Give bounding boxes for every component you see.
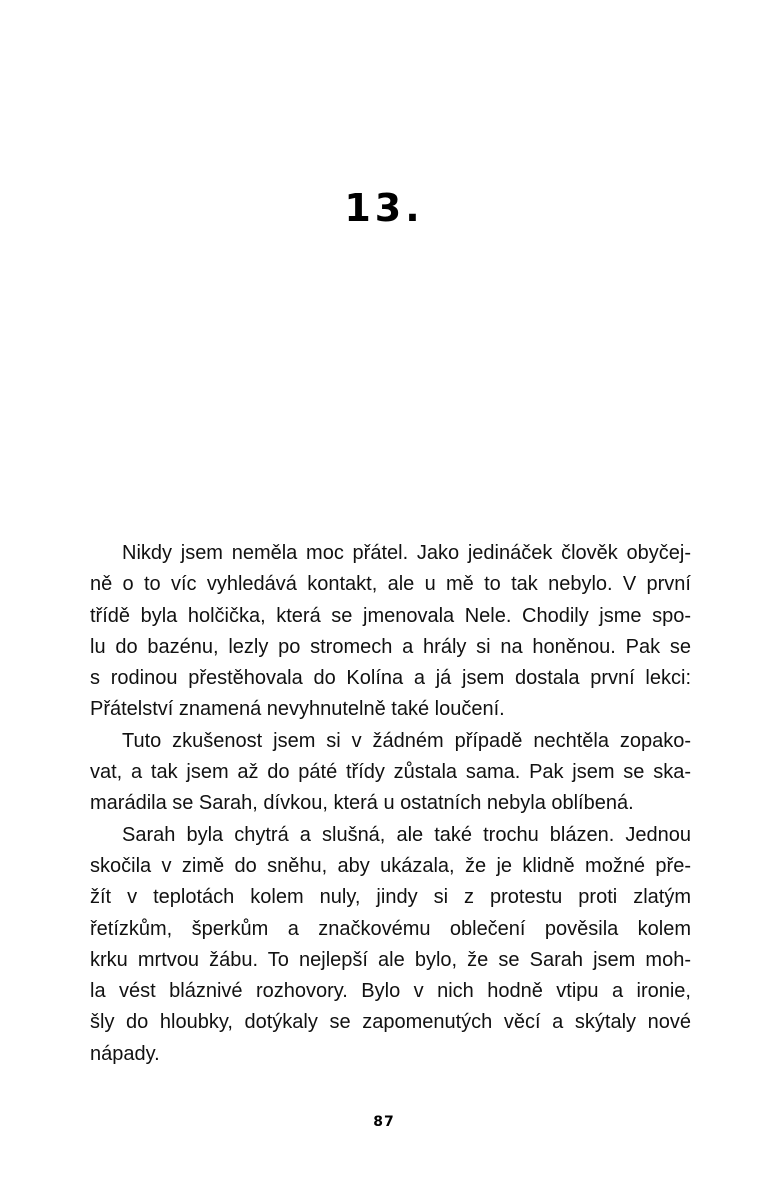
text-line: Nikdy jsem neměla moc přátel. Jako jedináček člověk obyčej- [122,542,691,564]
text-line: Sarah byla chytrá a slušná, ale také trochu blázen. Jednou [122,823,691,846]
text-line: skočila v zimě do sněhu, aby ukázala, že je klidně možné pře- [90,854,691,877]
chapter-body [90,538,691,1070]
paragraph-3 [90,820,691,1070]
paragraph-2 [90,726,691,820]
text-line: třídě byla holčička, která se jmenovala Nele. Chodily jsme spo- [90,604,691,627]
text-line: ně o to víc vyhledává kontakt, ale u mě to tak nebylo. V první [90,573,691,596]
text-line: řetízkům, šperkům a značkovému oblečení pověsila kolem [90,917,691,940]
text-line: žít v teplotách kolem nuly, jindy si z protestu proti zlatým [90,886,691,909]
text-line: vat, a tak jsem až do páté třídy zůstala sama. Pak jsem se ska- [90,761,691,784]
chapter-number: 13. [344,186,424,230]
text-line: marádila se Sarah, dívkou, která u ostatních nebyla oblíbená. [90,792,634,815]
text-line: lu do bazénu, lezly po stromech a hrály si na honěnou. Pak se [90,635,691,658]
text-line: Přátelství znamená nevyhnutelně také loučení. [90,698,505,721]
paragraph-1 [90,538,691,726]
text-line: s rodinou přestěhovala do Kolína a já jsem dostala první lekci: [90,667,691,690]
page-number: 87 [373,1114,395,1130]
text-line: Tuto zkušenost jsem si v žádném případě nechtěla zopako- [122,729,691,752]
text-line: nápady. [90,1042,160,1065]
text-line: la vést bláznivé rozhovory. Bylo v nich hodně vtipu a ironie, [90,980,691,1003]
text-line: šly do hloubky, dotýkaly se zapomenutých věcí a skýtaly nové [90,1011,691,1034]
text-line: krku mrtvou žábu. To nejlepší ale bylo, že se Sarah jsem moh- [90,948,691,971]
